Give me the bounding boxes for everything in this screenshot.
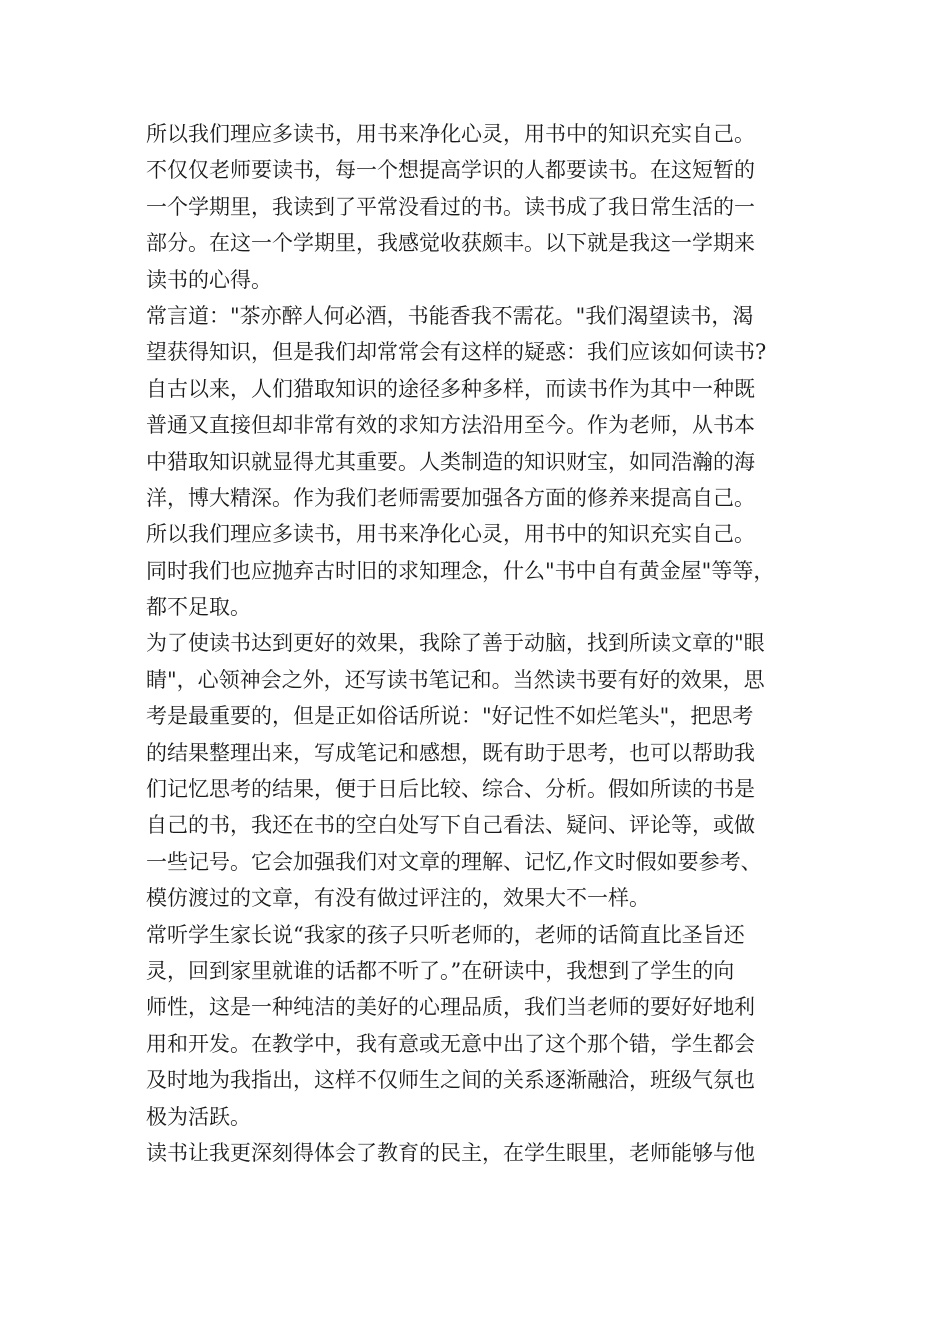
text-line: 常言道："茶亦醉人何必酒，书能香我不需花。"我们渴望读书，渴: [146, 303, 754, 328]
text-line: 用和开发。在教学中，我有意或无意中出了这个那个错，学生都会: [146, 1031, 755, 1056]
text-line: 一些记号。它会加强我们对文章的理解、记忆,作文时假如要参考、: [146, 849, 762, 874]
text-line: 的结果整理出来，写成笔记和感想，既有助于思考，也可以帮助我: [146, 740, 755, 765]
text-line: 部分。在这一个学期里，我感觉收获颇丰。以下就是我这一学期来: [146, 231, 755, 256]
text-line: 所以我们理应多读书，用书来净化心灵，用书中的知识充实自己。: [146, 122, 755, 146]
text-line: 都不足取。: [146, 595, 251, 620]
text-line: 读书让我更深刻得体会了教育的民主，在学生眼里，老师能够与他: [146, 1140, 755, 1165]
text-line: 为了使读书达到更好的效果，我除了善于动脑，找到所读文章的"眼: [146, 631, 765, 656]
text-line: 灵，回到家里就谁的话都不听了。”在研读中，我想到了学生的向: [146, 958, 735, 983]
text-line: 读书的心得。: [146, 267, 272, 292]
text-line: 洋，博大精深。作为我们老师需要加强各方面的修养来提高自己。: [146, 485, 755, 510]
text-line: 所以我们理应多读书，用书来净化心灵，用书中的知识充实自己。: [146, 522, 755, 547]
text-line: 模仿渡过的文章，有没有做过评注的，效果大不一样。: [146, 886, 650, 911]
text-line: 师性，这是一种纯洁的美好的心理品质，我们当老师的要好好地利: [146, 995, 755, 1020]
text-line: 不仅仅老师要读书，每一个想提高学识的人都要读书。在这短暂的: [146, 158, 755, 183]
text-line: 自古以来，人们猎取知识的途径多种多样，而读书作为其中一种既: [146, 376, 755, 401]
text-line: 极为活跃。: [146, 1104, 251, 1129]
text-line: 常听学生家长说“我家的孩子只听老师的，老师的话简直比圣旨还: [146, 922, 745, 947]
text-line: 望获得知识，但是我们却常常会有这样的疑惑：我们应该如何读书?: [146, 340, 767, 365]
body-text: [146, 116, 826, 1171]
text-line: 同时我们也应抛弃古时旧的求知理念，什么"书中自有黄金屋"等等，: [146, 558, 775, 583]
text-line: 考是最重要的，但是正如俗话所说："好记性不如烂笔头"，把思考: [146, 704, 754, 729]
text-line: 们记忆思考的结果，便于日后比较、综合、分析。假如所读的书是: [146, 777, 755, 802]
text-line: 自己的书，我还在书的空白处写下自己看法、疑问、评论等，或做: [146, 813, 755, 838]
text-line: 一个学期里，我读到了平常没看过的书。读书成了我日常生活的一: [146, 194, 755, 219]
text-line: 睛"，心领神会之外，还写读书笔记和。当然读书要有好的效果，思: [146, 667, 765, 692]
text-line: 普通又直接但却非常有效的求知方法沿用至今。作为老师，从书本: [146, 413, 755, 438]
text-line: 及时地为我指出，这样不仅师生之间的关系逐渐融洽，班级气氛也: [146, 1068, 755, 1093]
text-line: 中猎取知识就显得尤其重要。人类制造的知识财宝，如同浩瀚的海: [146, 449, 755, 474]
